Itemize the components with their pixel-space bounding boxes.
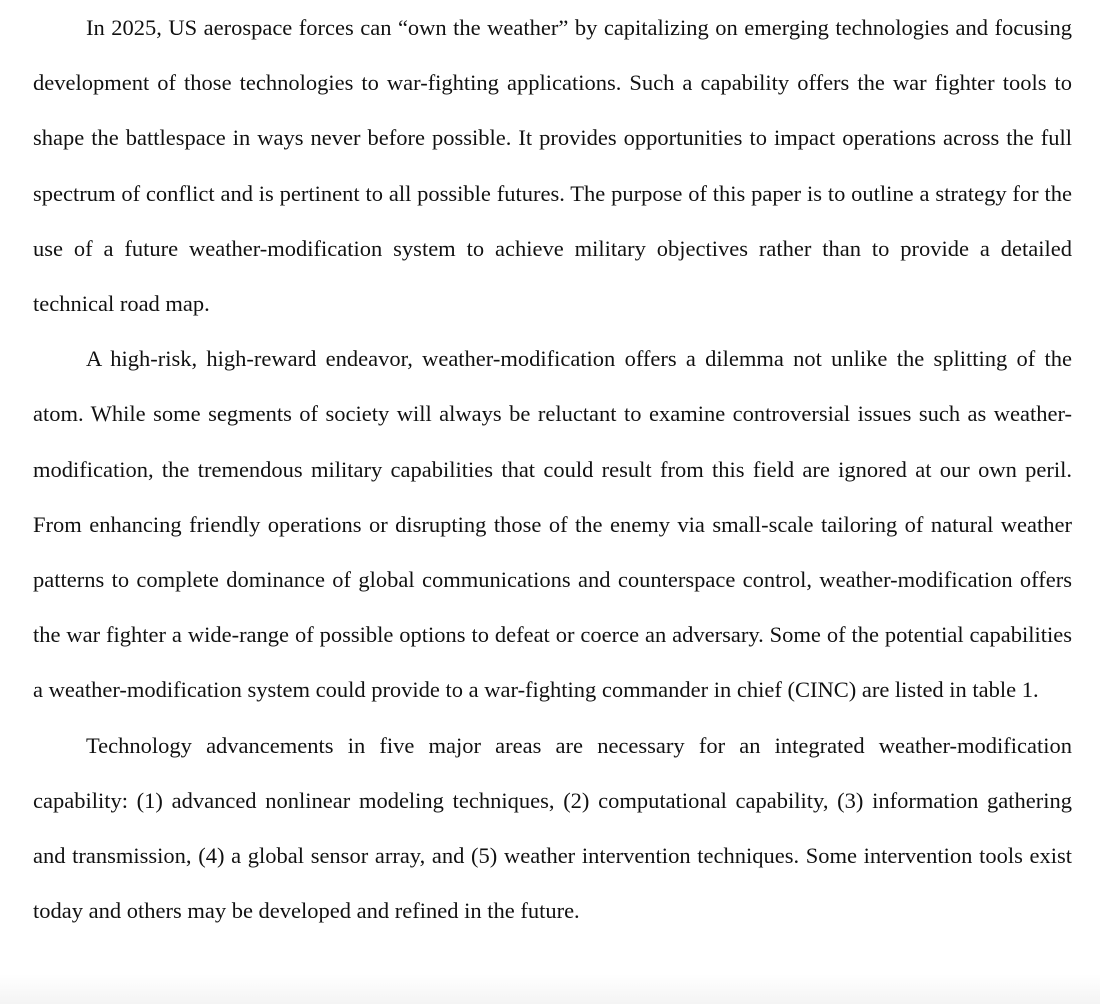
paragraph-intro: In 2025, US aerospace forces can “own the weather” by capitalizing on emerging technologies and focusing development of those technologies to war-fighting applications. Such a capability offers the war fighter tools to shape the battlespace in ways never before possible. It provides opportunities to impact operations across the full spectrum of conflict and is pertinent to all possible futures. The purpose of this paper is to outline a strategy for the use of a future weather-modification system to achieve military objectives rather than to provide a detailed technical road map. — [33, 15, 1072, 317]
paragraph-high-risk: A high-risk, high-reward endeavor, weather-modification offers a dilemma not unlike the splitting of the atom. While some segments of society will always be reluctant to examine controversial issues such as weather-modification, the tremendous military capabilities that could result from this field are ignored at our own peril. From enhancing friendly operations or disrupting those of the enemy via small-scale tailoring of natural weather patterns to complete dominance of global communications and counterspace control, weather-modification offers the war fighter a wide-range of possible options to defeat or coerce an adversary. Some of the potential capabilities a weather-modification system could provide to a war-fighting commander in chief (CINC) are listed in table 1. — [33, 346, 1072, 703]
paragraph-technology: Technology advancements in five major areas are necessary for an integrated weather-modification capability: (1) advanced nonlinear modeling techniques, (2) computational capability, (3) information gathering and transmission, (4) a global sensor array, and (5) weather intervention techniques. Some intervention tools exist today and others may be developed and refined in the future. — [33, 732, 1072, 924]
document-page — [33, 0, 1072, 938]
